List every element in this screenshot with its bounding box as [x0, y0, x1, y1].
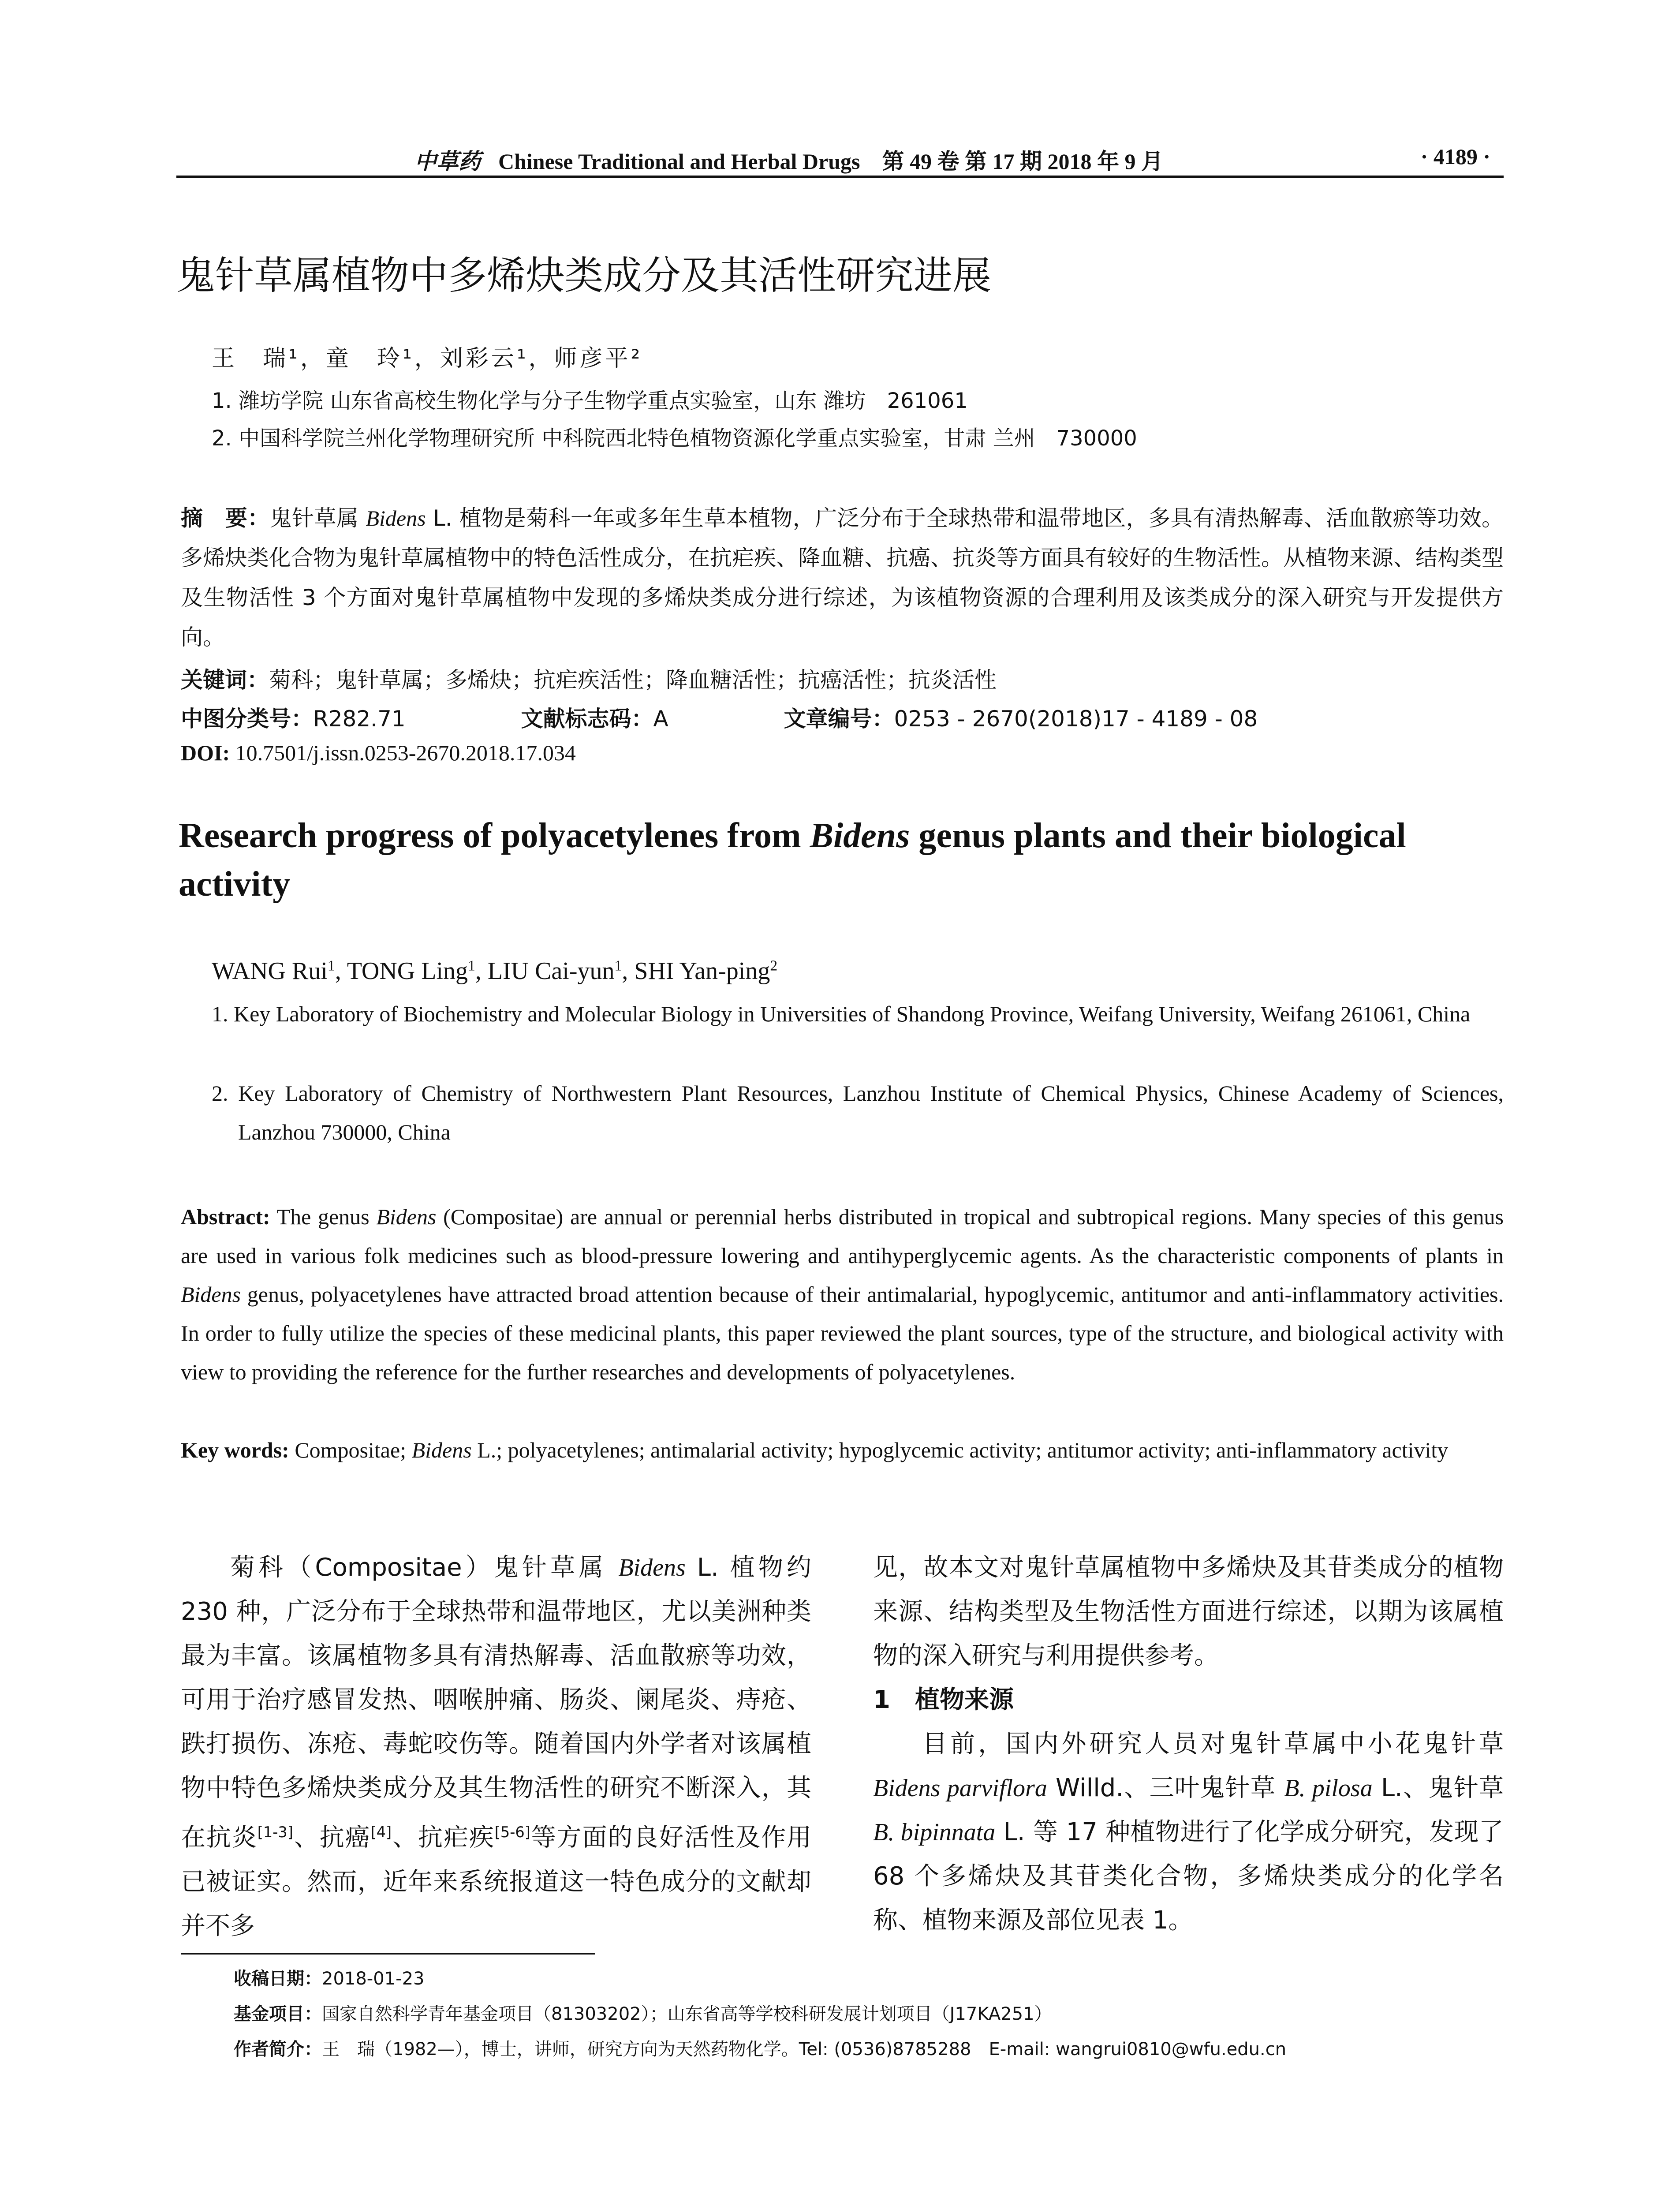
authors-cn: 王 瑞¹，童 玲¹，刘彩云¹，师彦平²: [212, 345, 643, 372]
citation-4[interactable]: [4]: [370, 1824, 392, 1841]
abstract-en-text-b: (Compositae) are annual or perennial herbs distributed in tropical and subtropical regions. Many species of this genus are used in various folk medicines such as blood-pressure lowering and antihyperglycemic agents. As the characteristic components of plants in: [181, 1204, 1504, 1268]
abstract-cn-text-b: L. 植物是菊科一年或多年生草本植物，广泛分布于全球热带和温带地区，多具有清热解毒、活血散瘀等功效。多烯炔类化合物为鬼针草属植物中的特色活性成分，在抗疟疾、降血糖、抗癌、抗炎等方面具有较好的生物活性。从植物来源、结构类型及生物活性 3 个方面对鬼针草属植物中发现的多烯炔类成分进行综述，为该植物资源的合理利用及该类成分的深入研究与开发提供方向。: [181, 505, 1504, 650]
intro-text-4: 、抗疟疾: [392, 1823, 495, 1852]
received-date: 2018-01-23: [322, 1969, 425, 1989]
abstract-en-genus-2: Bidens: [181, 1282, 241, 1307]
body-column-left: [181, 1546, 811, 1948]
author-sep: ,: [622, 957, 635, 985]
journal-logo: 中草药: [414, 149, 481, 174]
keywords-en-genus: Bidens: [411, 1438, 472, 1462]
intro-text-5: 等方面的良好活性及作用已被证实。然而，近年来系统报道这一特色成分的文献却并不多: [181, 1823, 812, 1940]
author-en-4: SHI Yan-ping: [634, 957, 770, 985]
footnote-divider: [181, 1953, 595, 1955]
fund-label: 基金项目：: [234, 2004, 322, 2024]
doi-line: [181, 740, 576, 766]
author-bio-value: 王 瑞（1982—），博士，讲师，研究方向为天然药物化学。Tel: (0536)8785288 E-mail: wangrui0810@wfu.edu.cn: [322, 2039, 1287, 2059]
affiliation-en-2: 2. Key Laboratory of Chemistry of Northwestern Plant Resources, Lanzhou Institute of Chemical Physics, Chinese Academy of Sciences, Lanzhou 730000, China: [212, 1081, 1504, 1144]
article-number-value: 0253 - 2670(2018)17 - 4189 - 08: [894, 706, 1258, 732]
abstract-cn-genus: Bidens: [366, 506, 426, 531]
keywords-en-text-a: Compositae;: [289, 1438, 412, 1462]
doi-label: DOI:: [181, 740, 230, 765]
s1-text-4: L. 等 17 种植物进行了化学成分研究，发现了 68 个多烯炔及其苷类化合物，多烯炔类成分的化学名称、植物来源及部位见表 1。: [873, 1818, 1504, 1935]
abstract-en-label: Abstract:: [181, 1204, 270, 1229]
page-number: · 4189 ·: [1420, 144, 1490, 169]
author-bio-label: 作者简介：: [234, 2039, 322, 2059]
affiliation-cn-2: 2. 中国科学院兰州化学物理研究所 中科院西北特色植物资源化学重点实验室，甘肃 兰州 730000: [212, 426, 1137, 451]
keywords-cn-text: 菊科；鬼针草属；多烯炔；抗疟疾活性；降血糖活性；抗癌活性；抗炎活性: [269, 667, 997, 693]
title-en-part-b: genus plants and their biological activity: [179, 816, 1406, 904]
abstract-en: [181, 1197, 1504, 1391]
keywords-cn-label: 关键词：: [181, 667, 269, 693]
intro-paragraph: [181, 1546, 811, 1948]
keywords-en-label: Key words:: [181, 1438, 289, 1462]
abstract-cn-text-a: 鬼针草属: [269, 505, 366, 531]
received-label: 收稿日期：: [234, 1969, 322, 1989]
doc-code-label: 文献标志码：: [521, 706, 653, 732]
journal-issue: Chinese Traditional and Herbal Drugs 第 49 卷 第 17 期 2018 年 9 月: [498, 149, 1163, 174]
footnote-fund: [234, 2000, 1052, 2025]
article-title-cn: 鬼针草属植物中多烯炔类成分及其活性研究进展: [176, 253, 992, 298]
clc-label: 中图分类号：: [181, 706, 313, 732]
citation-1-3[interactable]: [1-3]: [257, 1824, 293, 1841]
abstract-en-text-c: genus, polyacetylenes have attracted broad attention because of their antimalarial, hypoglycemic, antitumor and anti-inflammatory activities. In order to fully utilize the species of these medicinal plants, this paper reviewed the plant sources, type of the structure, and biological activity with view to providing the reference for the further researches and developments of polyacetylenes.: [181, 1282, 1504, 1384]
species-2: B. pilosa: [1284, 1775, 1373, 1802]
author-en-2-aff: 1: [467, 957, 475, 974]
keywords-en: [181, 1431, 1504, 1469]
footnote-author: [234, 2035, 1286, 2060]
species-1: Bidens parviflora: [873, 1775, 1047, 1802]
intro-text-2: L. 植物约 230 种，广泛分布于全球热带和温带地区，尤以美洲种类最为丰富。该属植物多具有清热解毒、活血散瘀等功效，可用于治疗感冒发热、咽喉肿痛、肠炎、阑尾炎、痔疮、跌打损伤、冻疮、毒蛇咬伤等。随着国内外学者对该属植物中特色多烯炔类成分及其生物活性的研究不断深入，其在抗炎: [181, 1553, 811, 1852]
author-sep: ,: [475, 957, 488, 985]
intro-text-3: 、抗癌: [293, 1823, 371, 1852]
abstract-cn: [181, 498, 1504, 657]
author-en-1: WANG Rui: [212, 957, 328, 985]
doi-value[interactable]: 10.7501/j.issn.0253-2670.2018.17.034: [235, 740, 576, 765]
intro-text-1: 菊科（Compositae）鬼针草属: [230, 1553, 619, 1582]
abstract-cn-label: 摘 要：: [181, 505, 270, 531]
species-3: B. bipinnata: [873, 1819, 996, 1846]
affiliation-cn-1: 1. 潍坊学院 山东省高校生物化学与分子生物学重点实验室，山东 潍坊 261061: [212, 389, 968, 413]
s1-text-1: 目前，国内外研究人员对鬼针草属中小花鬼针草: [922, 1730, 1504, 1758]
s1-text-2: Willd.、三叶鬼针草: [1047, 1774, 1284, 1802]
affiliation-en-1: 1. Key Laboratory of Biochemistry and Molecular Biology in Universities of Shandong Province, Weifang University, Weifang 261061, China: [212, 1002, 1471, 1026]
article-number-label: 文章编号：: [784, 706, 894, 732]
citation-5-6[interactable]: [5-6]: [494, 1824, 530, 1841]
body-column-right: [873, 1546, 1504, 1943]
section-1-paragraph: [873, 1722, 1504, 1943]
abstract-en-genus-1: Bidens: [376, 1204, 437, 1229]
author-en-4-aff: 2: [770, 957, 778, 974]
journal-info: [414, 144, 1163, 176]
keywords-cn: [181, 662, 997, 694]
fund-value: 国家自然科学青年基金项目（81303202）；山东省高等学校科研发展计划项目（J17KA251）: [322, 2004, 1052, 2024]
author-en-3-aff: 1: [614, 957, 622, 974]
author-en-2: TONG Ling: [347, 957, 468, 985]
title-en-genus: Bidens: [810, 816, 910, 855]
keywords-en-text-b: L.; polyacetylenes; antimalarial activity; hypoglycemic activity; antitumor activity; anti-inflammatory activity: [471, 1438, 1449, 1462]
running-header: [176, 140, 1504, 178]
clc-value: R282.71: [313, 706, 406, 732]
author-sep: ,: [335, 957, 347, 985]
section-heading-1: 1 植物来源: [873, 1686, 1014, 1714]
classification-line: [181, 701, 1258, 733]
title-en-part-a: Research progress of polyacetylenes from: [179, 816, 810, 855]
footnote-received: [234, 1965, 424, 1990]
article-title-en: [179, 811, 1510, 908]
author-en-1-aff: 1: [327, 957, 335, 974]
intro-genus: Bidens: [618, 1554, 686, 1581]
abstract-en-text-a: The genus: [270, 1204, 377, 1229]
authors-en: [212, 957, 777, 985]
intro-continued: 见，故本文对鬼针草属植物中多烯炔及其苷类成分的植物来源、结构类型及生物活性方面进行综述，以期为该属植物的深入研究与利用提供参考。: [873, 1553, 1504, 1670]
doc-code-value: A: [653, 706, 668, 732]
author-en-3: LIU Cai-yun: [487, 957, 615, 985]
s1-text-3: L.、鬼针草: [1372, 1774, 1504, 1802]
